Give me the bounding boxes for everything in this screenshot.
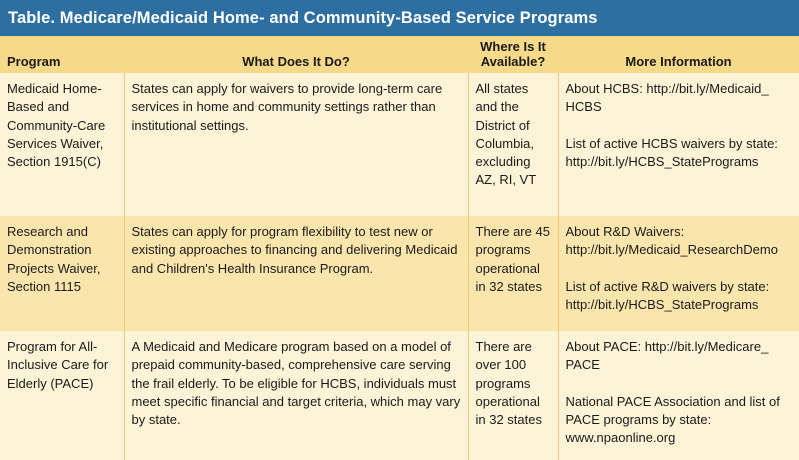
header-where: [468, 36, 558, 73]
cell-what: States can apply for waivers to provide long-term care services in home and community settings rather than institutional settings.: [124, 73, 468, 216]
header-what: What Does It Do?: [242, 53, 350, 69]
cell-where: There are over 100 programs operational in 32 states: [468, 331, 558, 460]
cell-program: Medicaid Home-Based and Community-Care Services Waiver, Section 1915(C): [0, 73, 124, 216]
info-about: About HCBS: http://bit.ly/Medicaid_ HCBS: [565, 81, 769, 115]
cell-what: States can apply for program flexibility to test new or existing approaches to financing and delivering Medicaid and Children's Health Insurance Program.: [124, 216, 468, 331]
header-program: Program: [7, 53, 61, 69]
programs-table: [0, 36, 799, 460]
info-list: List of active R&D waivers by state: http://bit.ly/HCBS_StatePrograms: [565, 278, 770, 313]
info-about: About PACE: http://bit.ly/Medicare_ PACE: [565, 339, 769, 373]
cell-where: There are 45 programs operational in 32 states: [468, 216, 558, 331]
table-row: [0, 216, 799, 331]
header-row: [0, 36, 799, 73]
info-list: National PACE Association and list of PACE programs by state: www.npaonline.org: [565, 393, 780, 446]
info-list: List of active HCBS waivers by state: http://bit.ly/HCBS_StatePrograms: [565, 135, 778, 170]
cell-where: All states and the District of Columbia, excluding AZ, RI, VT: [468, 73, 558, 216]
cell-more-info: [558, 73, 799, 216]
info-about: About R&D Waivers: http://bit.ly/Medicaid_ResearchDemo: [565, 224, 778, 258]
cell-program: Research and Demonstration Projects Waiver, Section 1115: [0, 216, 124, 331]
header-where-line1: Where Is It: [480, 39, 546, 54]
cell-program: Program for All-Inclusive Care for Elderly (PACE): [0, 331, 124, 460]
table-row: [0, 331, 799, 460]
header-more-info: More Information: [625, 53, 732, 69]
cell-more-info: [558, 331, 799, 460]
cell-more-info: [558, 216, 799, 331]
table-row: [0, 73, 799, 216]
header-where-line2: Available?: [480, 53, 546, 69]
table-title: Table. Medicare/Medicaid Home- and Community-Based Service Programs: [0, 0, 799, 36]
cell-what: A Medicaid and Medicare program based on a model of prepaid community-based, comprehensive care serving the frail elderly. To be eligible for HCBS, individuals must meet specific financial and target criteria, which may vary by state.: [124, 331, 468, 460]
